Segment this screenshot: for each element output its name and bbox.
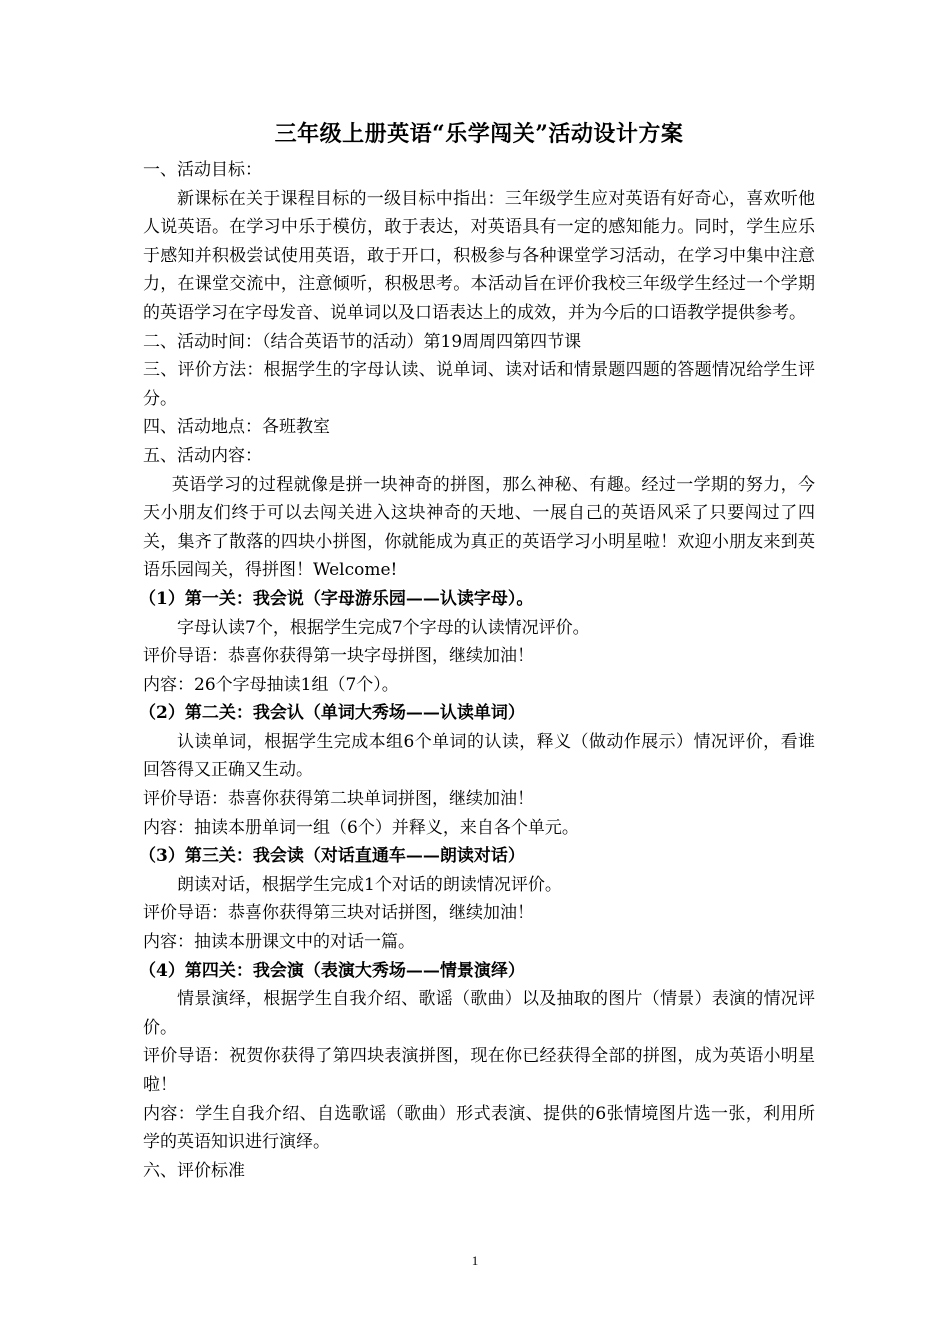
- level-1-title: （1）第一关：我会说（字母游乐园——认读字母）。: [139, 588, 534, 609]
- level-3-guide: 评价导语：恭喜你获得第三块对话拼图，继续加油！: [143, 903, 534, 924]
- level-2-content: 内容：抽读本册单词一组（6个）并释义，来自各个单元。: [143, 817, 579, 838]
- level-2-guide: 评价导语：恭喜你获得第二块单词拼图，继续加油！: [143, 789, 534, 810]
- document-title: 三年级上册英语“乐学闯关”活动设计方案: [274, 121, 684, 147]
- section-4-location: 四、活动地点：各班教室: [143, 417, 330, 438]
- level-3-title: （3）第三关：我会读（对话直通车——朗读对话）: [139, 846, 525, 867]
- level-1-guide: 评价导语：恭喜你获得第一块字母拼图，继续加油！: [143, 646, 534, 667]
- section-6-heading: 六、评价标准: [143, 1160, 245, 1181]
- level-3-content: 内容：抽读本册课文中的对话一篇。: [143, 932, 415, 953]
- level-4-description: 情景演绎，根据学生自我介绍、歌谣（歌曲）以及抽取的图片（情景）表演的情况评价。: [143, 989, 815, 1038]
- level-2-description: 认读单词，根据学生完成本组6个单词的认读，释义（做动作展示）情况评价，看谁回答得又正确又生动。: [143, 731, 815, 781]
- level-1-content: 内容：26个字母抽读1组（7个）。: [143, 674, 399, 695]
- document-page: [139, 118, 815, 1185]
- section-2-time: 二、活动时间：（结合英语节的活动）第19周周四第四节课: [143, 331, 582, 352]
- level-1-description: 字母认读7个，根据学生完成7个字母的认读情况评价。: [177, 617, 590, 638]
- section-5-intro: 英语学习的过程就像是拼一块神奇的拼图，那么神秘、有趣。经过一学期的努力，今天小朋友们终于可以去闯关进入这块神奇的天地、一展自己的英语风采了只要闯过了四关，集齐了散落的四块小拼图，你就能成为真正的英语学习小明星啦！欢迎小朋友来到英语乐园闯关，得拼图！Welcome!: [143, 474, 815, 581]
- page-number: 1: [471, 1253, 479, 1268]
- section-1-heading: 一、活动目标：: [143, 160, 262, 180]
- section-1-body: 新课标在关于课程目标的一级目标中指出：三年级学生应对英语有好奇心，喜欢听他人说英语。在学习中乐于模仿，敢于表达，对英语具有一定的感知能力。同时，学生应乐于感知并积极尝试使用英语，敢于开口，积极参与各种课堂学习活动，在学习中集中注意力，在课堂交流中，注意倾听，积极思考。本活动旨在评价我校三年级学生经过一个学期的英语学习在字母发音、说单词以及口语表达上的成效，并为今后的口语教学提供参考。: [143, 188, 815, 323]
- level-4-title: （4）第四关：我会演（表演大秀场——情景演绎）: [139, 960, 525, 981]
- level-4-guide: 评价导语：祝贺你获得了第四块表演拼图，现在你已经获得全部的拼图，成为英语小明星啦！: [143, 1046, 815, 1095]
- section-3-method: 三、评价方法：根据学生的字母认读、说单词、读对话和情景题四题的答题情况给学生评分。: [143, 360, 815, 409]
- level-2-title: （2）第二关：我会认（单词大秀场——认读单词）: [139, 703, 525, 724]
- section-5-heading: 五、活动内容：: [143, 445, 262, 466]
- level-4-content: 内容：学生自我介绍、自选歌谣（歌曲）形式表演、提供的6张情境图片选一张，利用所学的英语知识进行演绎。: [143, 1103, 815, 1153]
- level-3-description: 朗读对话，根据学生完成1个对话的朗读情况评价。: [177, 874, 562, 895]
